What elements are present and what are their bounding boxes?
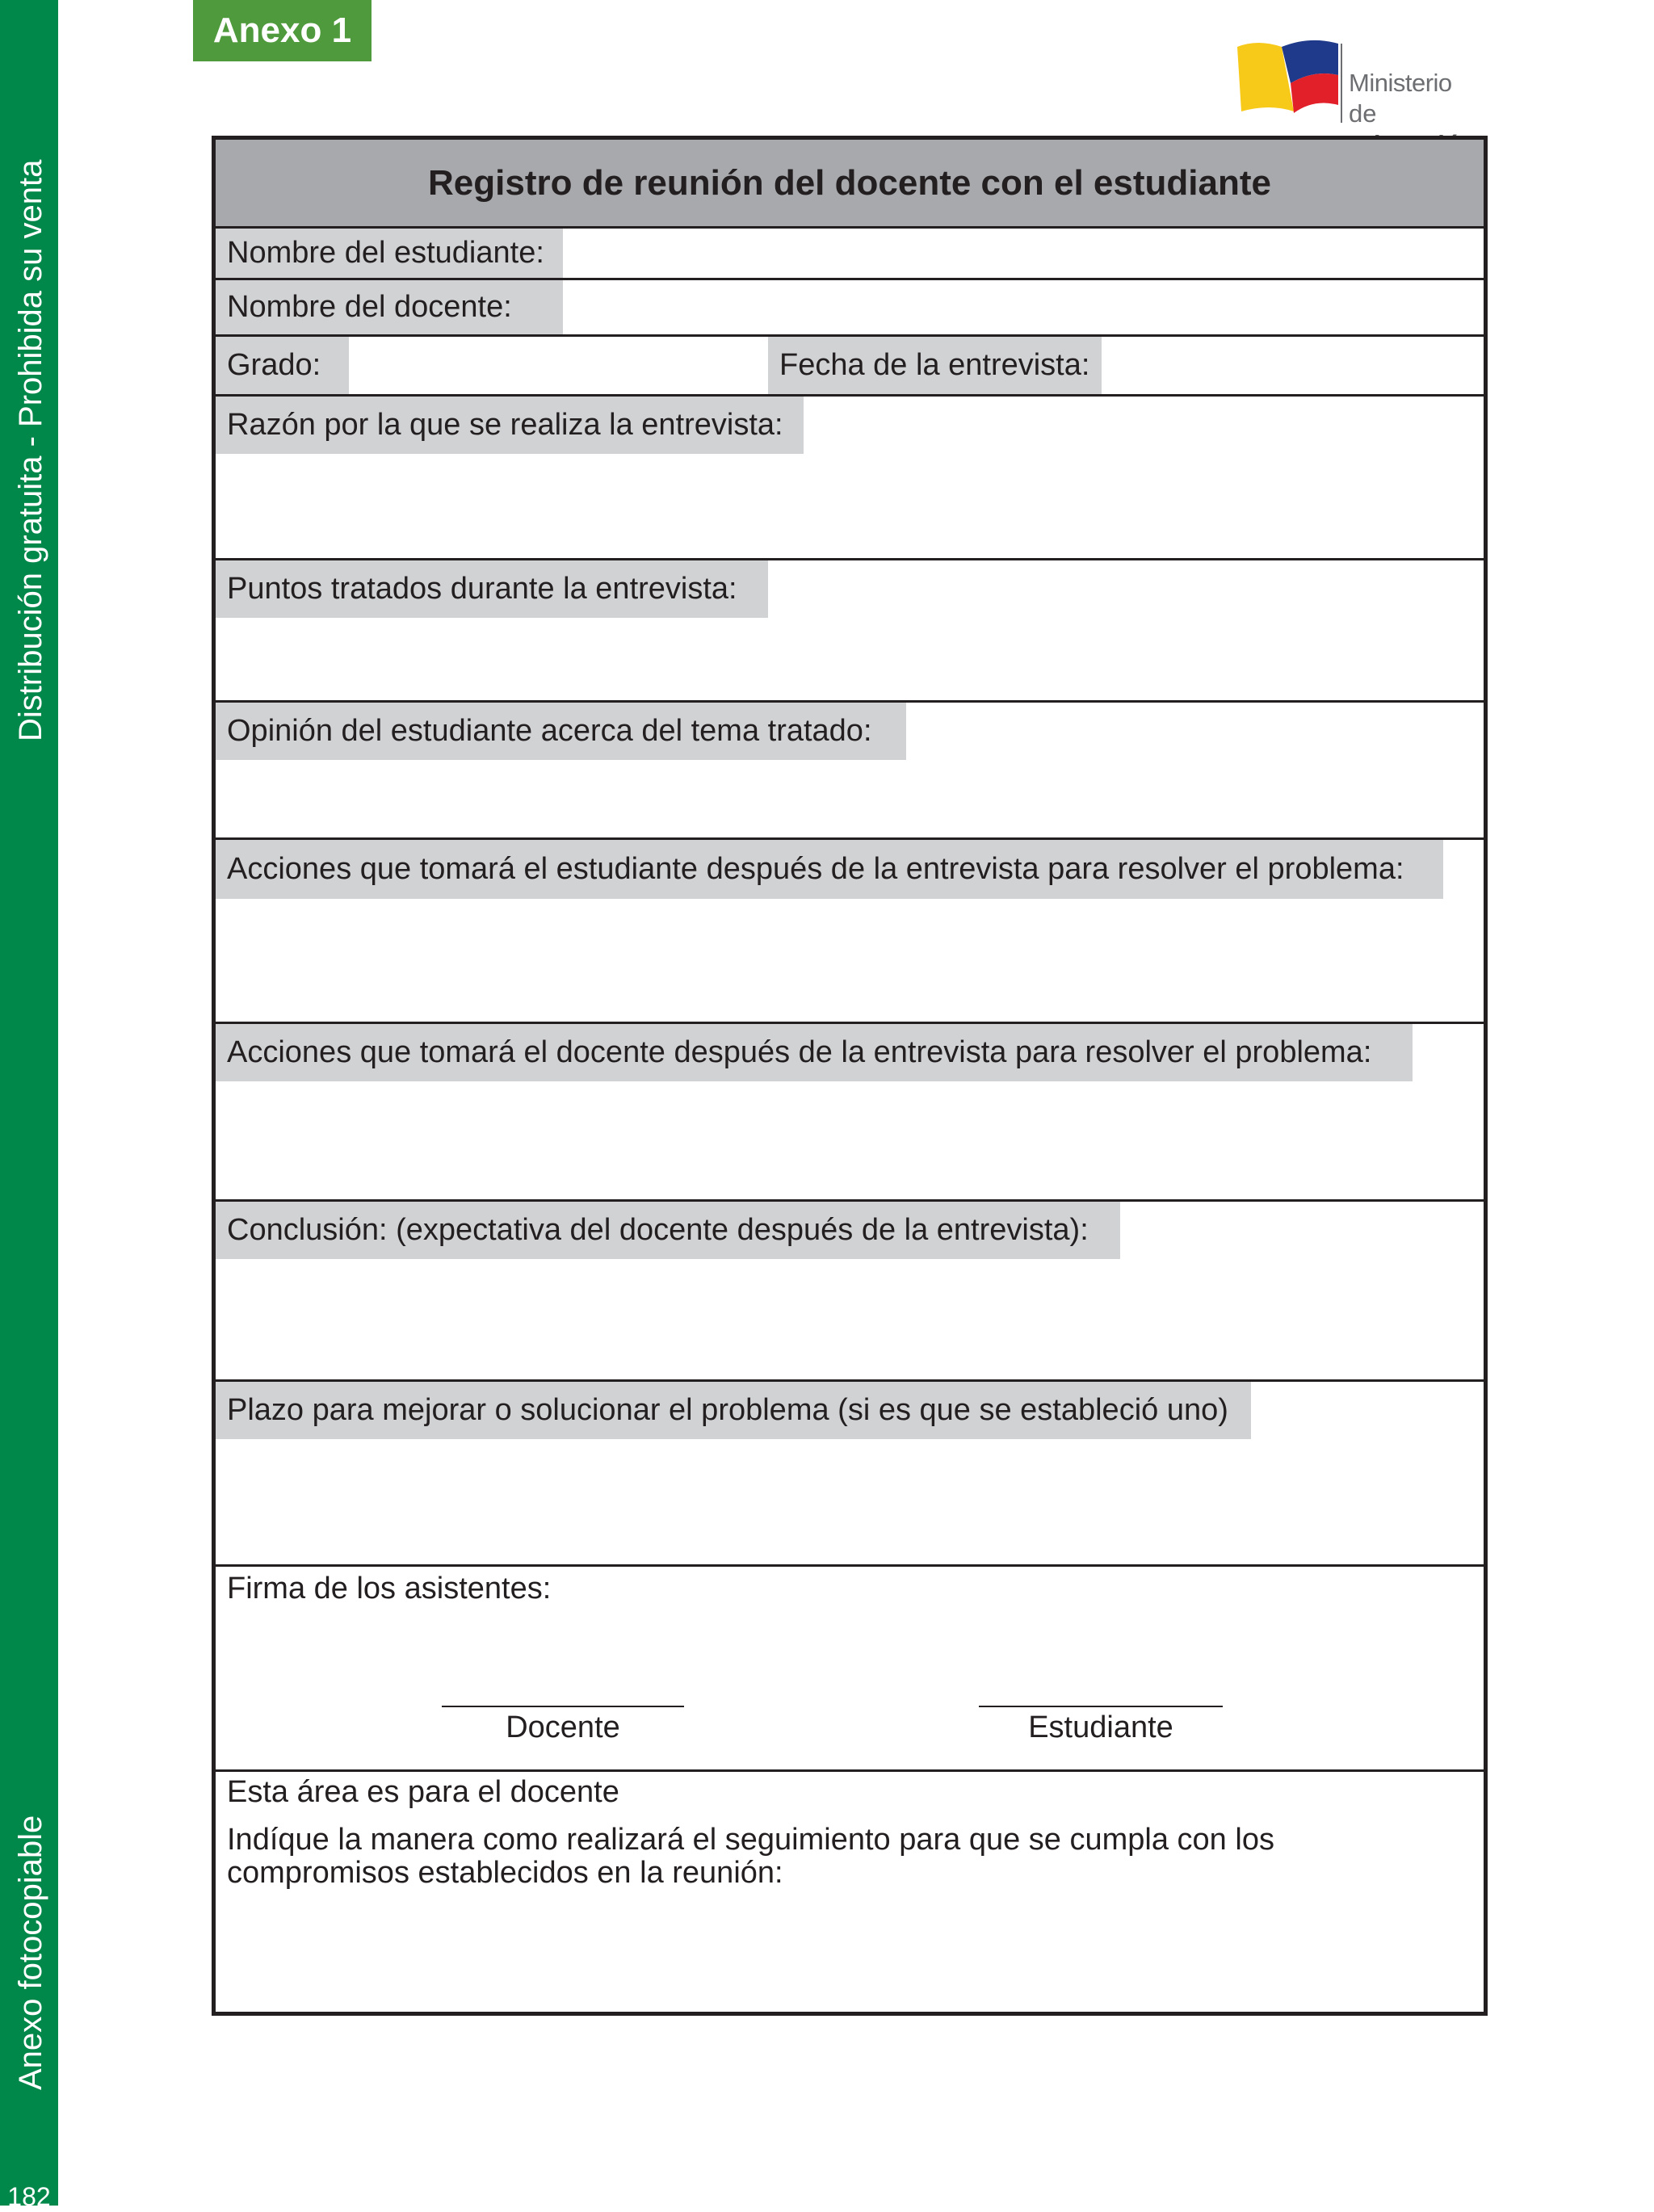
page-number: 182 — [7, 2182, 51, 2211]
conclusion-label: Conclusión: (expectativa del docente después de la entrevista): — [216, 1202, 1120, 1259]
signatures-label: Firma de los asistentes: — [227, 1572, 552, 1605]
deadline-label: Plazo para mejorar o solucionar el problema (si es que se estableció uno) — [216, 1382, 1251, 1439]
teacher-signature-label: Docente — [506, 1710, 620, 1744]
student-name-row — [216, 229, 1484, 280]
logo-line1: Ministerio — [1349, 69, 1452, 97]
interview-date-label: Fecha de la entrevista: — [768, 337, 1102, 394]
teacher-area-label: Esta área es para el docente — [227, 1775, 619, 1809]
points-label: Puntos tratados durante la entrevista: — [216, 560, 768, 618]
sidebar-notice: Distribución gratuita - Prohibida su venta — [13, 159, 48, 741]
logo-line2-prefix: de — [1349, 99, 1377, 128]
teacher-actions-row — [216, 1024, 1484, 1202]
student-actions-label: Acciones que tomará el estudiante después de la entrevista para resolver el problema: — [216, 840, 1443, 899]
sidebar-annex-label: Anexo fotocopiable — [13, 1815, 48, 2090]
teacher-actions-label: Acciones que tomará el docente después de la entrevista para resolver el problema: — [216, 1024, 1413, 1081]
reason-label: Razón por la que se realiza la entrevista: — [216, 397, 804, 454]
teacher-area-row — [216, 1772, 1484, 2012]
form-title: Registro de reunión del docente con el estudiante — [216, 140, 1484, 229]
flag-book-icon — [1237, 39, 1342, 120]
annex-tab: Anexo 1 — [193, 0, 372, 61]
reason-row — [216, 397, 1484, 560]
deadline-row — [216, 1382, 1484, 1567]
meeting-record-form — [212, 136, 1488, 2016]
teacher-signature-line — [442, 1706, 684, 1707]
student-actions-row — [216, 840, 1484, 1024]
student-name-label: Nombre del estudiante: — [216, 229, 563, 278]
student-opinion-row — [216, 703, 1484, 840]
sidebar — [0, 0, 58, 2211]
grade-date-row — [216, 337, 1484, 397]
student-signature-label: Estudiante — [1028, 1710, 1173, 1744]
student-opinion-label: Opinión del estudiante acerca del tema tratado: — [216, 703, 906, 760]
signatures-row — [216, 1567, 1484, 1772]
conclusion-row — [216, 1202, 1484, 1382]
logo-divider — [1341, 44, 1342, 123]
teacher-name-row — [216, 280, 1484, 337]
student-signature-line — [979, 1706, 1223, 1707]
points-row — [216, 560, 1484, 703]
teacher-name-label: Nombre del docente: — [216, 280, 563, 334]
grade-label: Grado: — [216, 337, 349, 394]
followup-text: Indíque la manera como realizará el seguimiento para que se cumpla con los compromisos establecidos en la reunión: — [227, 1823, 1274, 1890]
ministry-logo — [1237, 39, 1504, 128]
